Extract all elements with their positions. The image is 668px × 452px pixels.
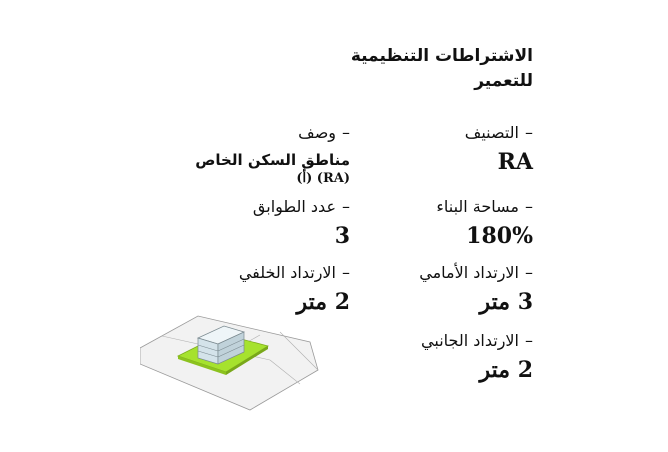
building-area-block xyxy=(436,196,533,250)
rear-setback-label: الارتداد الخلفي xyxy=(238,263,336,282)
dash-marker: – xyxy=(525,331,533,350)
dash-marker: – xyxy=(525,197,533,216)
dash-marker: – xyxy=(342,263,350,282)
building-area-label: مساحة البناء xyxy=(436,197,519,216)
floors-block xyxy=(253,196,350,250)
page-title xyxy=(351,44,533,94)
classification-label: التصنيف xyxy=(464,123,519,142)
description-value: مناطق السكن الخاص xyxy=(195,151,350,169)
title-line-2: للتعمير xyxy=(474,71,533,91)
dash-marker: – xyxy=(342,197,350,216)
description-code: (RA) (أ) xyxy=(296,171,350,186)
description-block xyxy=(195,122,350,188)
dash-marker: – xyxy=(342,123,350,142)
description-label: وصف xyxy=(298,123,336,142)
side-setback-block xyxy=(421,330,533,384)
side-setback-value: 2 متر xyxy=(479,357,533,383)
floors-label: عدد الطوابق xyxy=(252,197,336,216)
floors-value: 3 xyxy=(334,223,350,249)
classification-value: RA xyxy=(497,149,533,175)
front-setback-value: 3 متر xyxy=(479,289,533,315)
dash-marker: – xyxy=(525,263,533,282)
rear-setback-value: 2 متر xyxy=(296,289,350,315)
front-setback-block xyxy=(419,262,533,316)
front-setback-label: الارتداد الأمامي xyxy=(419,263,519,282)
plot-diagram xyxy=(140,300,325,425)
dash-marker: – xyxy=(525,123,533,142)
title-line-1: الاشتراطات التنظيمية xyxy=(350,46,533,66)
classification-block xyxy=(465,122,533,176)
building-area-value: 180% xyxy=(466,223,533,249)
side-setback-label: الارتداد الجانبي xyxy=(421,331,519,350)
